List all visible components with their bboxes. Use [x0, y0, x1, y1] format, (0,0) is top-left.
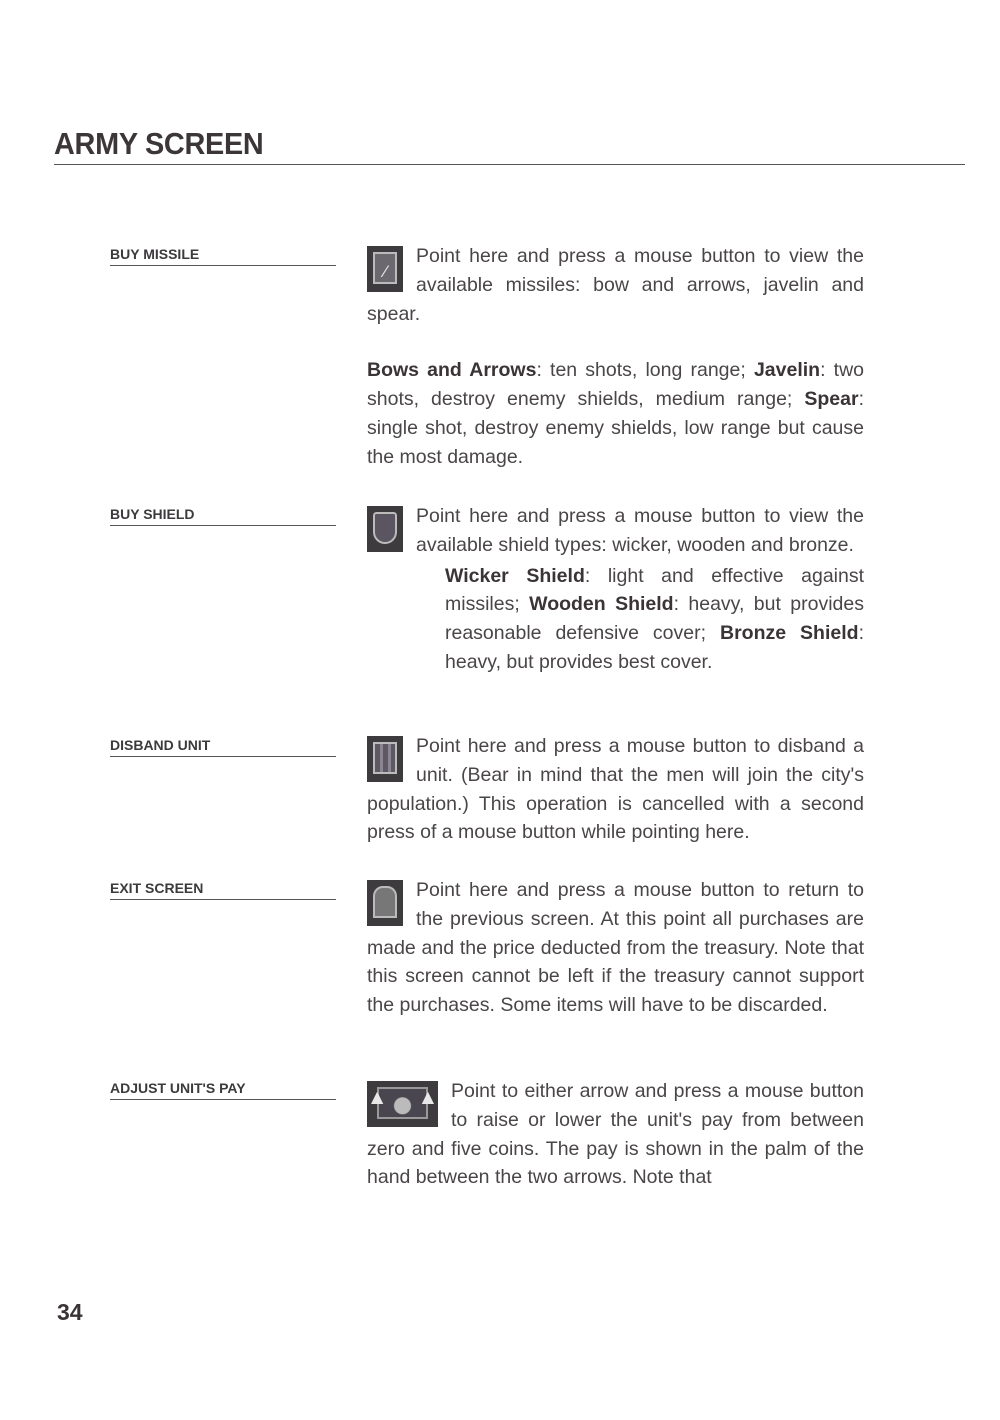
buy-shield-text: Point here and press a mouse button to view the available shield types: wicker, wooden and bronze.: [416, 505, 864, 556]
disband-unit-icon: [367, 736, 403, 782]
shield-types: [445, 562, 864, 677]
label-adjust-units-pay: ADJUST UNIT'S PAY: [110, 1080, 336, 1100]
term-bronze-shield: Bronze Shield: [719, 622, 859, 645]
term-bows-and-arrows: Bows and Arrows: [367, 359, 537, 382]
missile-types: [367, 356, 864, 471]
label-buy-missile: BUY MISSILE: [110, 246, 336, 266]
page-title: ARMY SCREEN: [54, 126, 264, 161]
section-adjust-units-pay: [367, 1077, 864, 1192]
section-exit-screen: [367, 876, 864, 1020]
desc-javelin: : two shots, destroy enemy shields, medium range;: [367, 359, 864, 411]
desc-wooden-shield: : heavy, but provides reasonable defensive cover;: [445, 593, 864, 645]
pay-arrows-icon: ▲ ▲: [367, 1081, 438, 1127]
term-javelin: Javelin: [753, 359, 821, 382]
shield-icon: [367, 506, 403, 552]
desc-bows-and-arrows: : ten shots, long range;: [536, 359, 754, 382]
adjust-pay-text: Point to either arrow and press a mouse button to raise or lower the unit's pay from between zero and five coins. The pay is shown in the palm of the hand between the two arrows. Note that: [367, 1080, 864, 1189]
desc-bronze-shield: : heavy, but provides best cover.: [445, 622, 864, 673]
desc-spear: : single shot, destroy enemy shields, low range but cause the most damage.: [367, 388, 864, 468]
page-number: 34: [57, 1299, 83, 1325]
section-buy-missile: [367, 242, 864, 472]
buy-missile-text: Point here and press a mouse button to view the available missiles: bow and arrows, javelin and spear.: [367, 245, 864, 325]
term-wooden-shield: Wooden Shield: [529, 593, 674, 616]
missile-icon: ⁄: [367, 246, 403, 292]
term-wicker-shield: Wicker Shield: [445, 564, 585, 587]
label-buy-shield: BUY SHIELD: [110, 506, 336, 526]
desc-wicker-shield: : light and effective against missiles;: [445, 564, 865, 616]
label-disband-unit: DISBAND UNIT: [110, 737, 336, 757]
section-buy-shield: [367, 502, 864, 677]
title-rule: [54, 164, 965, 165]
exit-screen-text: Point here and press a mouse button to return to the previous screen. At this point all purchases are made and the price deducted from the treasury. Note that this screen cannot be left if the treasury cannot support the purchases. Some items will have to be discarded.: [367, 879, 864, 1017]
disband-unit-text: Point here and press a mouse button to disband a unit. (Bear in mind that the men will join the city's population.) This operation is cancelled with a second press of a mouse button while pointing here.: [367, 735, 864, 844]
exit-door-icon: [367, 880, 403, 926]
term-spear: Spear: [804, 388, 859, 411]
section-disband-unit: [367, 732, 864, 847]
label-exit-screen: EXIT SCREEN: [110, 880, 336, 900]
